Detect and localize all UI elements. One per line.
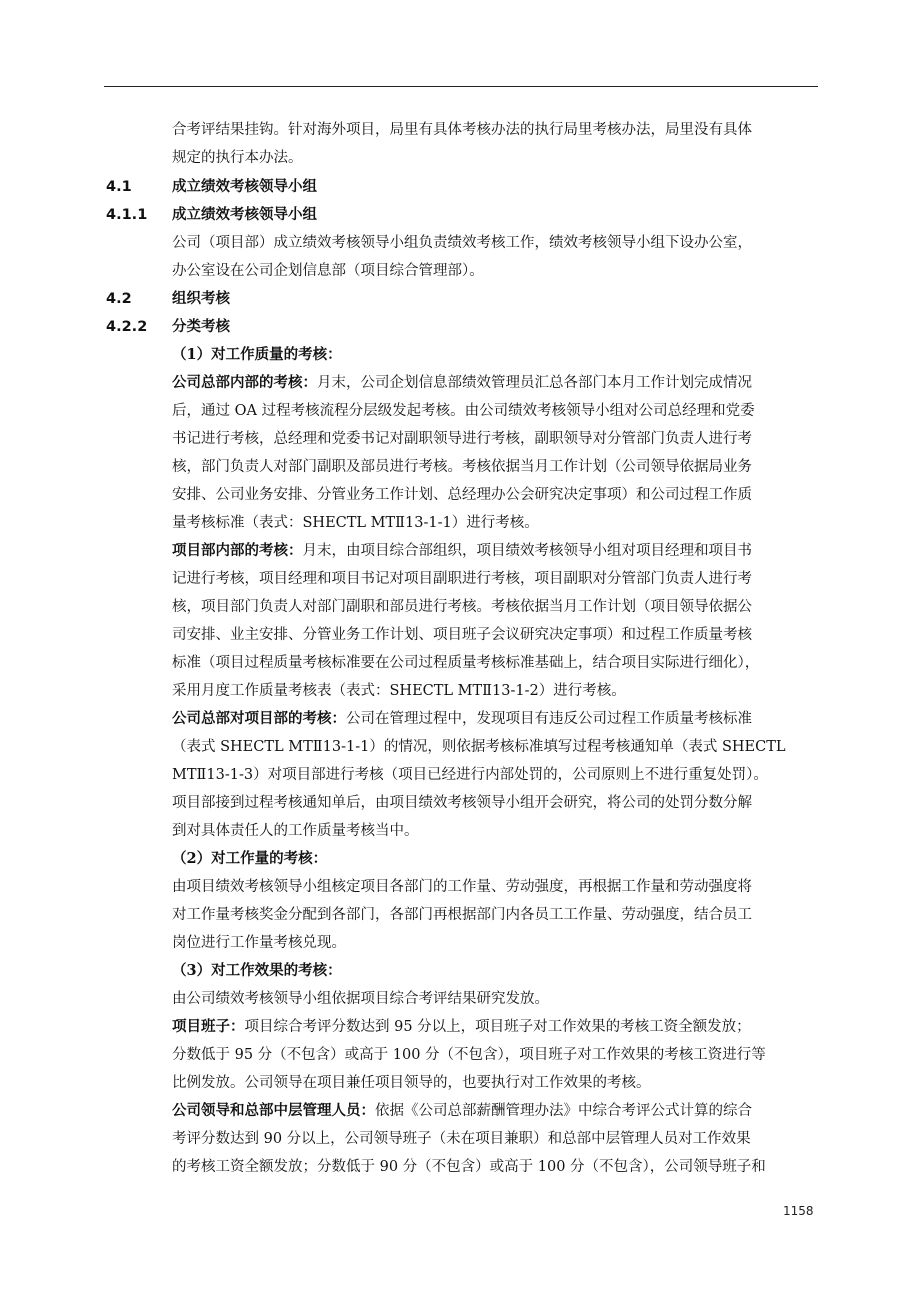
intro-line-1: 合考评结果挂钩。针对海外项目，局里有具体考核办法的执行局里考核办法，局里没有具体 <box>172 122 752 138</box>
para-leaders-line: 的考核工资全额发放；分数低于 90 分（不包含）或高于 100 分（不包含），公司领导班子和 <box>172 1159 766 1175</box>
para-4-1-1-line-2: 办公室设在公司企划信息部（项目综合管理部）。 <box>172 263 484 279</box>
para-lead: 项目班子： <box>172 1018 245 1035</box>
para-project-internal-line-1 <box>172 537 822 565</box>
para-text: 项目综合考评分数达到 95 分以上，项目班子对工作效果的考核工资全额发放； <box>244 1019 751 1035</box>
para-hq-to-project-line: （表式 SHECTL MTⅡ13-1-1）的情况，则依据考核标准填写过程考核通知单（表式 SHECTL <box>172 739 786 755</box>
para-lead: 公司总部对项目部的考核： <box>172 710 346 727</box>
para-lead: 公司总部内部的考核： <box>172 374 317 391</box>
para-project-internal-line: 采用月度工作质量考核表（表式：SHECTL MTⅡ13-1-2）进行考核。 <box>172 683 626 699</box>
intro-line-2: 规定的执行本办法。 <box>172 150 303 166</box>
heading-title: 成立绩效考核领导小组 <box>172 178 317 195</box>
heading-number: 4.1.1 <box>106 207 148 223</box>
header-rule <box>104 86 818 87</box>
para-text: 月末，由项目综合部组织，项目绩效考核领导小组对项目经理和项目书 <box>302 543 752 559</box>
para-project-internal-line: 标准（项目过程质量考核标准要在公司过程质量考核标准基础上，结合项目实际进行细化）， <box>172 655 760 671</box>
heading-4-2-2 <box>106 313 230 341</box>
para-4-1-1-line-1: 公司（项目部）成立绩效考核领导小组负责绩效考核工作，绩效考核领导小组下设办公室， <box>172 235 752 251</box>
para-hq-internal-line: 量考核标准（表式：SHECTL MTⅡ13-1-1）进行考核。 <box>172 515 539 531</box>
page-number: 1158 <box>783 1204 814 1218</box>
para-leaders-line-1 <box>172 1097 822 1125</box>
para-hq-internal-line: 书记进行考核，总经理和党委书记对副职领导进行考核，副职领导对分管部门负责人进行考 <box>172 431 752 447</box>
heading-4-1-1 <box>106 201 317 229</box>
para-hq-internal-line: 核，部门负责人对部门副职及部员进行考核。考核依据当月工作计划（公司领导依据局业务 <box>172 459 752 475</box>
heading-title: 成立绩效考核领导小组 <box>172 206 317 223</box>
heading-4-1 <box>106 173 317 201</box>
para-hq-to-project-line: 到对具体责任人的工作质量考核当中。 <box>172 823 419 839</box>
para-project-team-line: 分数低于 95 分（不包含）或高于 100 分（不包含），项目班子对工作效果的考核工资进行等 <box>172 1047 766 1063</box>
para-project-internal-line: 司安排、业主安排、分管业务工作计划、项目班子会议研究决定事项）和过程工作质量考核 <box>172 627 752 643</box>
subheading-work-effect: （3）对工作效果的考核： <box>172 962 342 979</box>
para-hq-to-project-line: MTⅡ13-1-3）对项目部进行考核（项目已经进行内部处罚的，公司原则上不进行重复处罚）。 <box>172 767 768 783</box>
para-workload-line: 对工作量考核奖金分配到各部门，各部门再根据部门内各员工工作量、劳动强度，结合员工 <box>172 907 752 923</box>
para-project-team-line: 比例发放。公司领导在项目兼任项目领导的，也要执行对工作效果的考核。 <box>172 1075 651 1091</box>
subheading-work-quality: （1）对工作质量的考核： <box>172 346 342 363</box>
para-lead: 公司领导和总部中层管理人员： <box>172 1102 375 1119</box>
heading-title: 组织考核 <box>172 290 230 307</box>
heading-4-2 <box>106 285 230 313</box>
heading-number: 4.2 <box>106 291 132 307</box>
para-hq-to-project-line-1 <box>172 705 822 733</box>
para-text: 月末，公司企划信息部绩效管理员汇总各部门本月工作计划完成情况 <box>317 375 752 391</box>
heading-number: 4.2.2 <box>106 319 148 335</box>
para-lead: 项目部内部的考核： <box>172 542 303 559</box>
para-workload-line: 由项目绩效考核领导小组核定项目各部门的工作量、劳动强度，再根据工作量和劳动强度将 <box>172 879 752 895</box>
para-project-internal-line: 核，项目部门负责人对部门副职和部员进行考核。考核依据当月工作计划（项目领导依据公 <box>172 599 752 615</box>
para-project-internal-line: 记进行考核，项目经理和项目书记对项目副职进行考核，项目副职对分管部门负责人进行考 <box>172 571 752 587</box>
para-hq-to-project-line: 项目部接到过程考核通知单后，由项目绩效考核领导小组开会研究，将公司的处罚分数分解 <box>172 795 752 811</box>
para-hq-internal-line: 后，通过 OA 过程考核流程分层级发起考核。由公司绩效考核领导小组对公司总经理和党委 <box>172 403 755 419</box>
para-work-effect: 由公司绩效考核领导小组依据项目综合考评结果研究发放。 <box>172 991 549 1007</box>
subheading-workload: （2）对工作量的考核： <box>172 850 328 867</box>
para-hq-internal-line-1 <box>172 369 822 397</box>
para-hq-internal-line: 安排、公司业务安排、分管业务工作计划、总经理办公会研究决定事项）和公司过程工作质 <box>172 487 752 503</box>
para-text: 依据《公司总部薪酬管理办法》中综合考评公式计算的综合 <box>375 1103 752 1119</box>
para-leaders-line: 考评分数达到 90 分以上，公司领导班子（未在项目兼职）和总部中层管理人员对工作效果 <box>172 1131 751 1147</box>
heading-title: 分类考核 <box>172 318 230 335</box>
para-project-team-line-1 <box>172 1013 822 1041</box>
para-workload-line: 岗位进行工作量考核兑现。 <box>172 935 346 951</box>
heading-number: 4.1 <box>106 179 132 195</box>
para-text: 公司在管理过程中，发现项目有违反公司过程工作质量考核标准 <box>346 711 752 727</box>
